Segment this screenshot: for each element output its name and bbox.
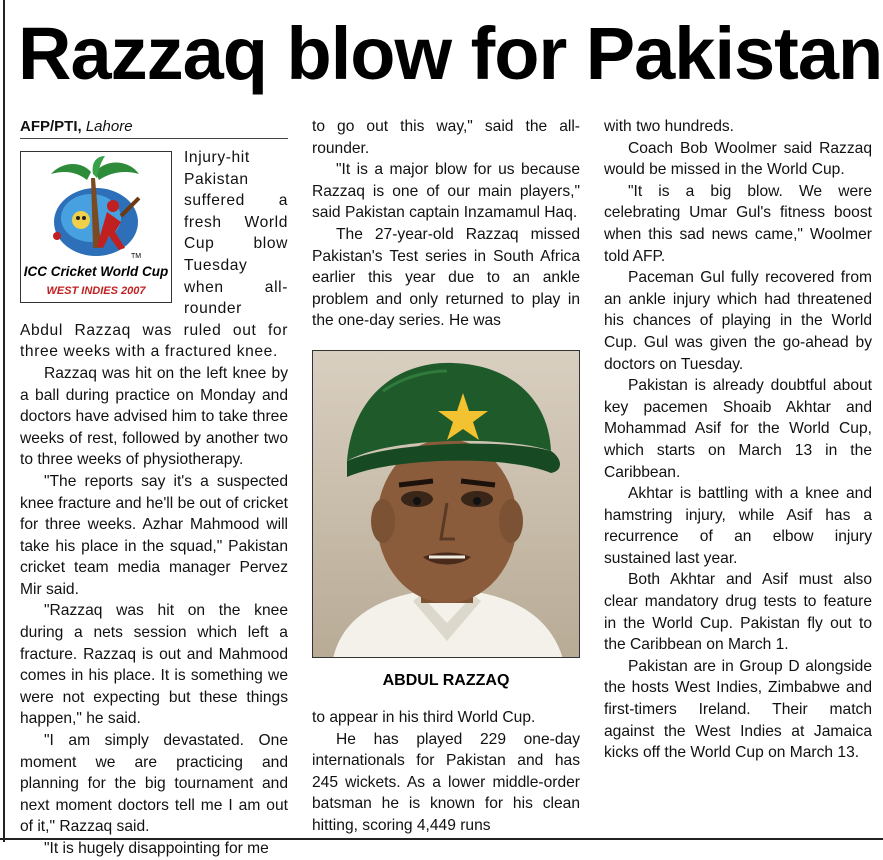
byline xyxy=(20,116,288,138)
photo-caption: ABDUL RAZZAQ xyxy=(382,672,510,689)
article-column-1 xyxy=(20,116,288,860)
article-column-3 xyxy=(604,116,872,764)
paragraph: "Razzaq was hit on the knee during a nets session which left a fracture. Razzaq is out and Mahmood comes in his place. It is something we were not expecting but these things happen," he said. xyxy=(20,602,288,728)
paragraph: to go out this way," said the all-rounder. xyxy=(312,118,580,157)
paragraph: He has played 229 one-day internationals for Pakistan and has 245 wickets. As a lower middle-order batsman he is known for his clean hitting, scoring 4,449 runs xyxy=(312,730,580,834)
byline-rule xyxy=(20,138,288,139)
logo-title: ICC Cricket World Cup xyxy=(23,264,169,279)
paragraph: Injury-hit Pakistan suffered a fresh World Cup blow Tuesday when all-rounder Abdul Razzaq was ruled out for three weeks with a fractured knee. xyxy=(20,149,288,361)
paragraph: "I am simply devastated. One moment we are practicing and planning for the big tournament and next moment doctors tell me I am out of it," Razzaq said. xyxy=(20,732,288,836)
paragraph: Pakistan is already doubtful about key pacemen Shoaib Akhtar and Mohammad Asif for the World Cup, which starts on March 13 in the Caribbean. xyxy=(604,377,872,481)
article-column-2-top xyxy=(312,116,580,332)
paragraph: Both Akhtar and Asif must also clear mandatory drug tests to feature in the World Cup. Pakistan fly out to the Caribbean on March 1. xyxy=(604,571,872,654)
paragraph: "It is a big blow. We were celebrating Umar Gul's fitness boost when this sad news came," Woolmer told AFP. xyxy=(604,182,872,265)
paragraph: Coach Bob Woolmer said Razzaq would be missed in the World Cup. xyxy=(604,139,872,179)
palm-tree-logo-icon xyxy=(21,152,171,264)
paragraph: The 27-year-old Razzaq missed Pakistan's Test series in South Africa earlier this year due to an ankle problem and only returned to play in the one-day series. He was xyxy=(312,225,580,330)
player-photo xyxy=(312,350,580,658)
article-column-2-bottom xyxy=(312,707,580,837)
paragraph: Razzaq was hit on the left knee by a ball during practice on Monday and doctors have advised him to take three weeks of rest, followed by another two to three weeks of physiotherapy. xyxy=(20,364,288,469)
paragraph: Paceman Gul fully recovered from an ankle injury which had threatened his chances of playing in the World Cup. Gul was given the go-ahead by doctors on Tuesday. xyxy=(604,269,872,373)
paragraph: Pakistan are in Group D alongside the hosts West Indies, Zimbabwe and first-timers Ireland. Their match against the West Indies at Jamaica kicks off the World Cup on March 13. xyxy=(604,657,872,762)
left-column-rule xyxy=(3,0,5,842)
logo-subtitle: WEST INDIES 2007 xyxy=(46,285,146,297)
headline: Razzaq blow for Pakistan xyxy=(18,12,883,95)
paragraph: "The reports say it's a suspected knee fracture and he'll be out of cricket for three weeks. Azhar Mahmood will take his place in the squad," Pakistan cricket team media manager Pervez Mir said. xyxy=(20,472,288,598)
world-cup-logo xyxy=(20,151,172,303)
paragraph: "It is hugely disappointing for me xyxy=(44,840,269,857)
paragraph: Akhtar is battling with a knee and hamstring injury, while Asif has a recurrence of an elbow injury sustained last year. xyxy=(604,485,872,567)
byline-agency: AFP/PTI, xyxy=(20,118,82,135)
paragraph: to appear in his third World Cup. xyxy=(312,709,536,726)
player-portrait-image xyxy=(313,351,580,658)
logo-tm: TM xyxy=(131,253,142,260)
paragraph: "It is a major blow for us because Razzaq is one of our main players," said Pakistan captain Inzamamul Haq. xyxy=(312,161,580,222)
byline-location: Lahore xyxy=(85,118,133,135)
paragraph: with two hundreds. xyxy=(604,118,735,135)
